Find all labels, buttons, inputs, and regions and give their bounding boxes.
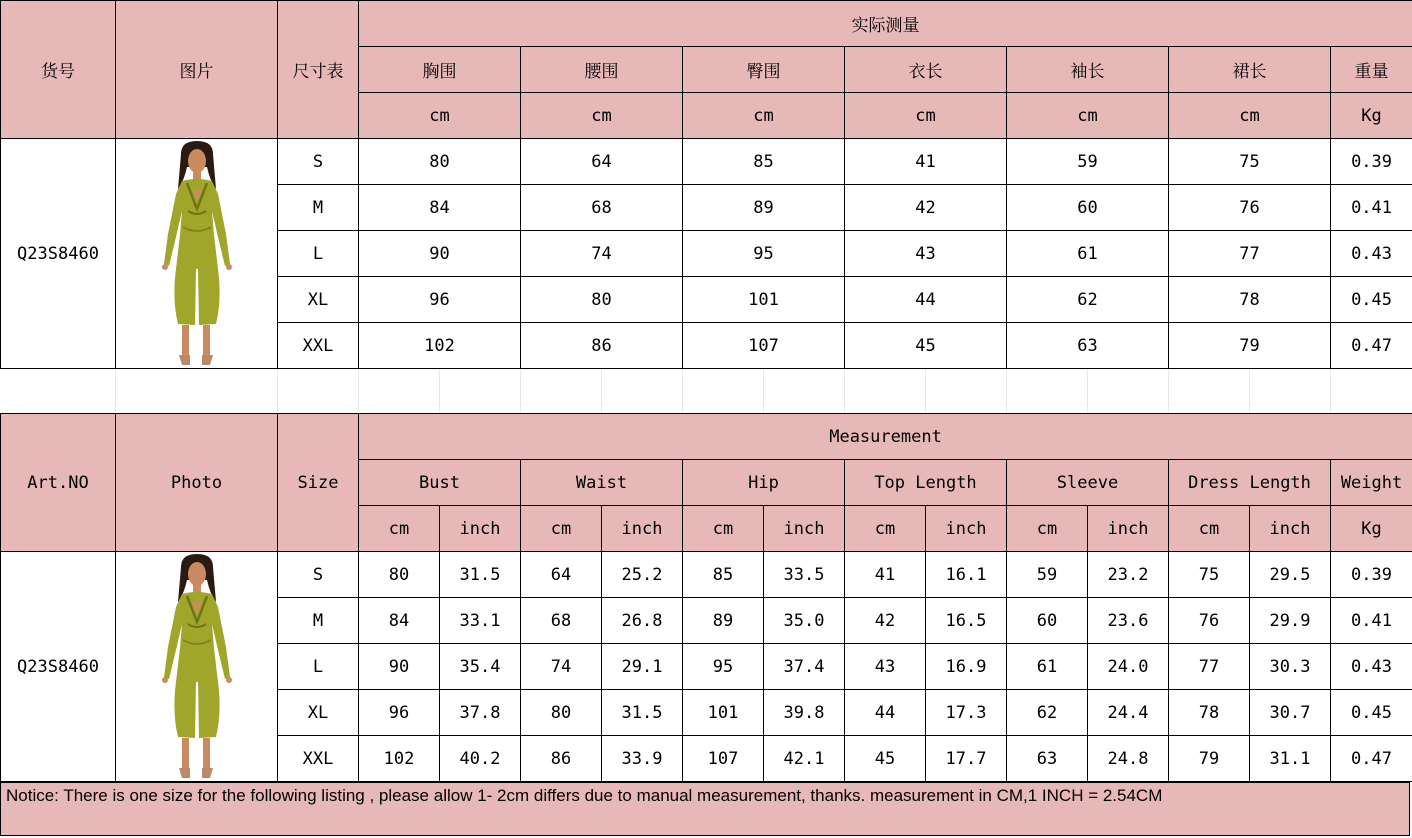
- value-cell: 107: [683, 736, 764, 782]
- value-cell: 30.3: [1250, 644, 1331, 690]
- table-row: [1, 552, 1412, 598]
- value-cell: 102: [359, 323, 521, 369]
- unit-header: cm: [1169, 506, 1250, 552]
- value-cell: 0.39: [1331, 552, 1412, 598]
- value-cell: 95: [683, 231, 845, 277]
- unit-header: cm: [845, 93, 1007, 139]
- column-header: Sleeve: [1007, 460, 1169, 506]
- size-cell: S: [278, 552, 359, 598]
- value-cell: 85: [683, 139, 845, 185]
- column-header: Hip: [683, 460, 845, 506]
- unit-header: cm: [359, 506, 440, 552]
- value-cell: 17.3: [926, 690, 1007, 736]
- size-chart-cn: [0, 0, 1412, 369]
- value-cell: 80: [359, 139, 521, 185]
- value-cell: 59: [1007, 552, 1088, 598]
- value-cell: 85: [683, 552, 764, 598]
- value-cell: 42: [845, 185, 1007, 231]
- value-cell: 68: [521, 598, 602, 644]
- value-cell: 0.45: [1331, 690, 1412, 736]
- model-photo-icon: [152, 552, 242, 780]
- column-header: Bust: [359, 460, 521, 506]
- value-cell: 40.2: [440, 736, 521, 782]
- unit-header: inch: [440, 506, 521, 552]
- unit-header: inch: [1088, 506, 1169, 552]
- value-cell: 24.4: [1088, 690, 1169, 736]
- size-cell: M: [278, 185, 359, 231]
- size-cell: S: [278, 139, 359, 185]
- model-photo-icon: [152, 139, 242, 367]
- unit-header: inch: [926, 506, 1007, 552]
- value-cell: 37.4: [764, 644, 845, 690]
- value-cell: 61: [1007, 644, 1088, 690]
- value-cell: 35.0: [764, 598, 845, 644]
- unit-header: cm: [521, 506, 602, 552]
- column-header: 腰围: [521, 47, 683, 93]
- value-cell: 61: [1007, 231, 1169, 277]
- unit-header: cm: [359, 93, 521, 139]
- unit-header: Kg: [1331, 93, 1412, 139]
- value-cell: 0.47: [1331, 736, 1412, 782]
- value-cell: 31.1: [1250, 736, 1331, 782]
- value-cell: 84: [359, 185, 521, 231]
- art-no-header: 货号: [1, 1, 116, 139]
- value-cell: 90: [359, 231, 521, 277]
- value-cell: 16.9: [926, 644, 1007, 690]
- value-cell: 77: [1169, 644, 1250, 690]
- value-cell: 63: [1007, 736, 1088, 782]
- art-no-header: Art.NO: [1, 414, 116, 552]
- value-cell: 23.6: [1088, 598, 1169, 644]
- value-cell: 76: [1169, 598, 1250, 644]
- value-cell: 74: [521, 231, 683, 277]
- value-cell: 95: [683, 644, 764, 690]
- value-cell: 16.5: [926, 598, 1007, 644]
- value-cell: 35.4: [440, 644, 521, 690]
- column-header: 胸围: [359, 47, 521, 93]
- value-cell: 33.9: [602, 736, 683, 782]
- value-cell: 101: [683, 277, 845, 323]
- value-cell: 43: [845, 644, 926, 690]
- value-cell: 0.43: [1331, 231, 1412, 277]
- value-cell: 41: [845, 139, 1007, 185]
- value-cell: 78: [1169, 690, 1250, 736]
- model-photo: [116, 139, 278, 369]
- photo-header: Photo: [116, 414, 278, 552]
- value-cell: 84: [359, 598, 440, 644]
- column-header: 袖长: [1007, 47, 1169, 93]
- size-chart-en: [0, 413, 1412, 782]
- value-cell: 102: [359, 736, 440, 782]
- value-cell: 0.47: [1331, 323, 1412, 369]
- value-cell: 79: [1169, 736, 1250, 782]
- measurement-group-header: 实际测量: [359, 1, 1412, 47]
- value-cell: 89: [683, 185, 845, 231]
- value-cell: 29.5: [1250, 552, 1331, 598]
- size-cell: L: [278, 231, 359, 277]
- value-cell: 23.2: [1088, 552, 1169, 598]
- value-cell: 80: [521, 277, 683, 323]
- value-cell: 39.8: [764, 690, 845, 736]
- value-cell: 0.43: [1331, 644, 1412, 690]
- value-cell: 41: [845, 552, 926, 598]
- size-cell: XL: [278, 690, 359, 736]
- column-header: Top Length: [845, 460, 1007, 506]
- value-cell: 44: [845, 690, 926, 736]
- size-cell: XXL: [278, 736, 359, 782]
- value-cell: 64: [521, 552, 602, 598]
- unit-header: cm: [845, 506, 926, 552]
- unit-header: cm: [521, 93, 683, 139]
- value-cell: 0.41: [1331, 185, 1412, 231]
- unit-header: Kg: [1331, 506, 1412, 552]
- value-cell: 0.45: [1331, 277, 1412, 323]
- value-cell: 45: [845, 323, 1007, 369]
- unit-header: inch: [764, 506, 845, 552]
- value-cell: 60: [1007, 598, 1088, 644]
- value-cell: 75: [1169, 139, 1331, 185]
- value-cell: 90: [359, 644, 440, 690]
- column-header: Dress Length: [1169, 460, 1331, 506]
- value-cell: 24.0: [1088, 644, 1169, 690]
- size-cell: M: [278, 598, 359, 644]
- value-cell: 60: [1007, 185, 1169, 231]
- column-header: 衣长: [845, 47, 1007, 93]
- value-cell: 30.7: [1250, 690, 1331, 736]
- size-cell: L: [278, 644, 359, 690]
- unit-header: cm: [1169, 93, 1331, 139]
- value-cell: 78: [1169, 277, 1331, 323]
- value-cell: 96: [359, 690, 440, 736]
- value-cell: 26.8: [602, 598, 683, 644]
- value-cell: 75: [1169, 552, 1250, 598]
- column-header: Waist: [521, 460, 683, 506]
- value-cell: 0.41: [1331, 598, 1412, 644]
- column-header: 臀围: [683, 47, 845, 93]
- value-cell: 42: [845, 598, 926, 644]
- value-cell: 76: [1169, 185, 1331, 231]
- value-cell: 44: [845, 277, 1007, 323]
- art-no-value: Q23S8460: [1, 552, 116, 782]
- unit-header: inch: [602, 506, 683, 552]
- column-header: 裙长: [1169, 47, 1331, 93]
- value-cell: 29.1: [602, 644, 683, 690]
- value-cell: 43: [845, 231, 1007, 277]
- value-cell: 80: [521, 690, 602, 736]
- unit-header: cm: [1007, 93, 1169, 139]
- value-cell: 17.7: [926, 736, 1007, 782]
- unit-header: cm: [1007, 506, 1088, 552]
- value-cell: 107: [683, 323, 845, 369]
- size-header: Size: [278, 414, 359, 552]
- value-cell: 62: [1007, 277, 1169, 323]
- value-cell: 31.5: [440, 552, 521, 598]
- value-cell: 42.1: [764, 736, 845, 782]
- value-cell: 77: [1169, 231, 1331, 277]
- value-cell: 80: [359, 552, 440, 598]
- value-cell: 74: [521, 644, 602, 690]
- value-cell: 29.9: [1250, 598, 1331, 644]
- value-cell: 31.5: [602, 690, 683, 736]
- unit-header: cm: [683, 93, 845, 139]
- value-cell: 63: [1007, 323, 1169, 369]
- value-cell: 45: [845, 736, 926, 782]
- unit-header: inch: [1250, 506, 1331, 552]
- value-cell: 25.2: [602, 552, 683, 598]
- value-cell: 86: [521, 736, 602, 782]
- value-cell: 68: [521, 185, 683, 231]
- column-header: Weight: [1331, 460, 1412, 506]
- size-cell: XL: [278, 277, 359, 323]
- value-cell: 86: [521, 323, 683, 369]
- value-cell: 24.8: [1088, 736, 1169, 782]
- value-cell: 64: [521, 139, 683, 185]
- table-row: [1, 139, 1412, 185]
- unit-header: cm: [683, 506, 764, 552]
- table-gap: [0, 369, 1412, 413]
- notice-text: Notice: There is one size for the following listing , please allow 1- 2cm differs due to manual measurement, thanks. measurement in CM,1 INCH = 2.54CM: [0, 782, 1410, 836]
- art-no-value: Q23S8460: [1, 139, 116, 369]
- value-cell: 59: [1007, 139, 1169, 185]
- size-cell: XXL: [278, 323, 359, 369]
- value-cell: 101: [683, 690, 764, 736]
- value-cell: 89: [683, 598, 764, 644]
- photo-header: 图片: [116, 1, 278, 139]
- size-header: 尺寸表: [278, 1, 359, 139]
- value-cell: 96: [359, 277, 521, 323]
- value-cell: 0.39: [1331, 139, 1412, 185]
- measurement-group-header: Measurement: [359, 414, 1412, 460]
- value-cell: 37.8: [440, 690, 521, 736]
- value-cell: 79: [1169, 323, 1331, 369]
- column-header: 重量: [1331, 47, 1412, 93]
- value-cell: 62: [1007, 690, 1088, 736]
- value-cell: 16.1: [926, 552, 1007, 598]
- model-photo: [116, 552, 278, 782]
- value-cell: 33.5: [764, 552, 845, 598]
- value-cell: 33.1: [440, 598, 521, 644]
